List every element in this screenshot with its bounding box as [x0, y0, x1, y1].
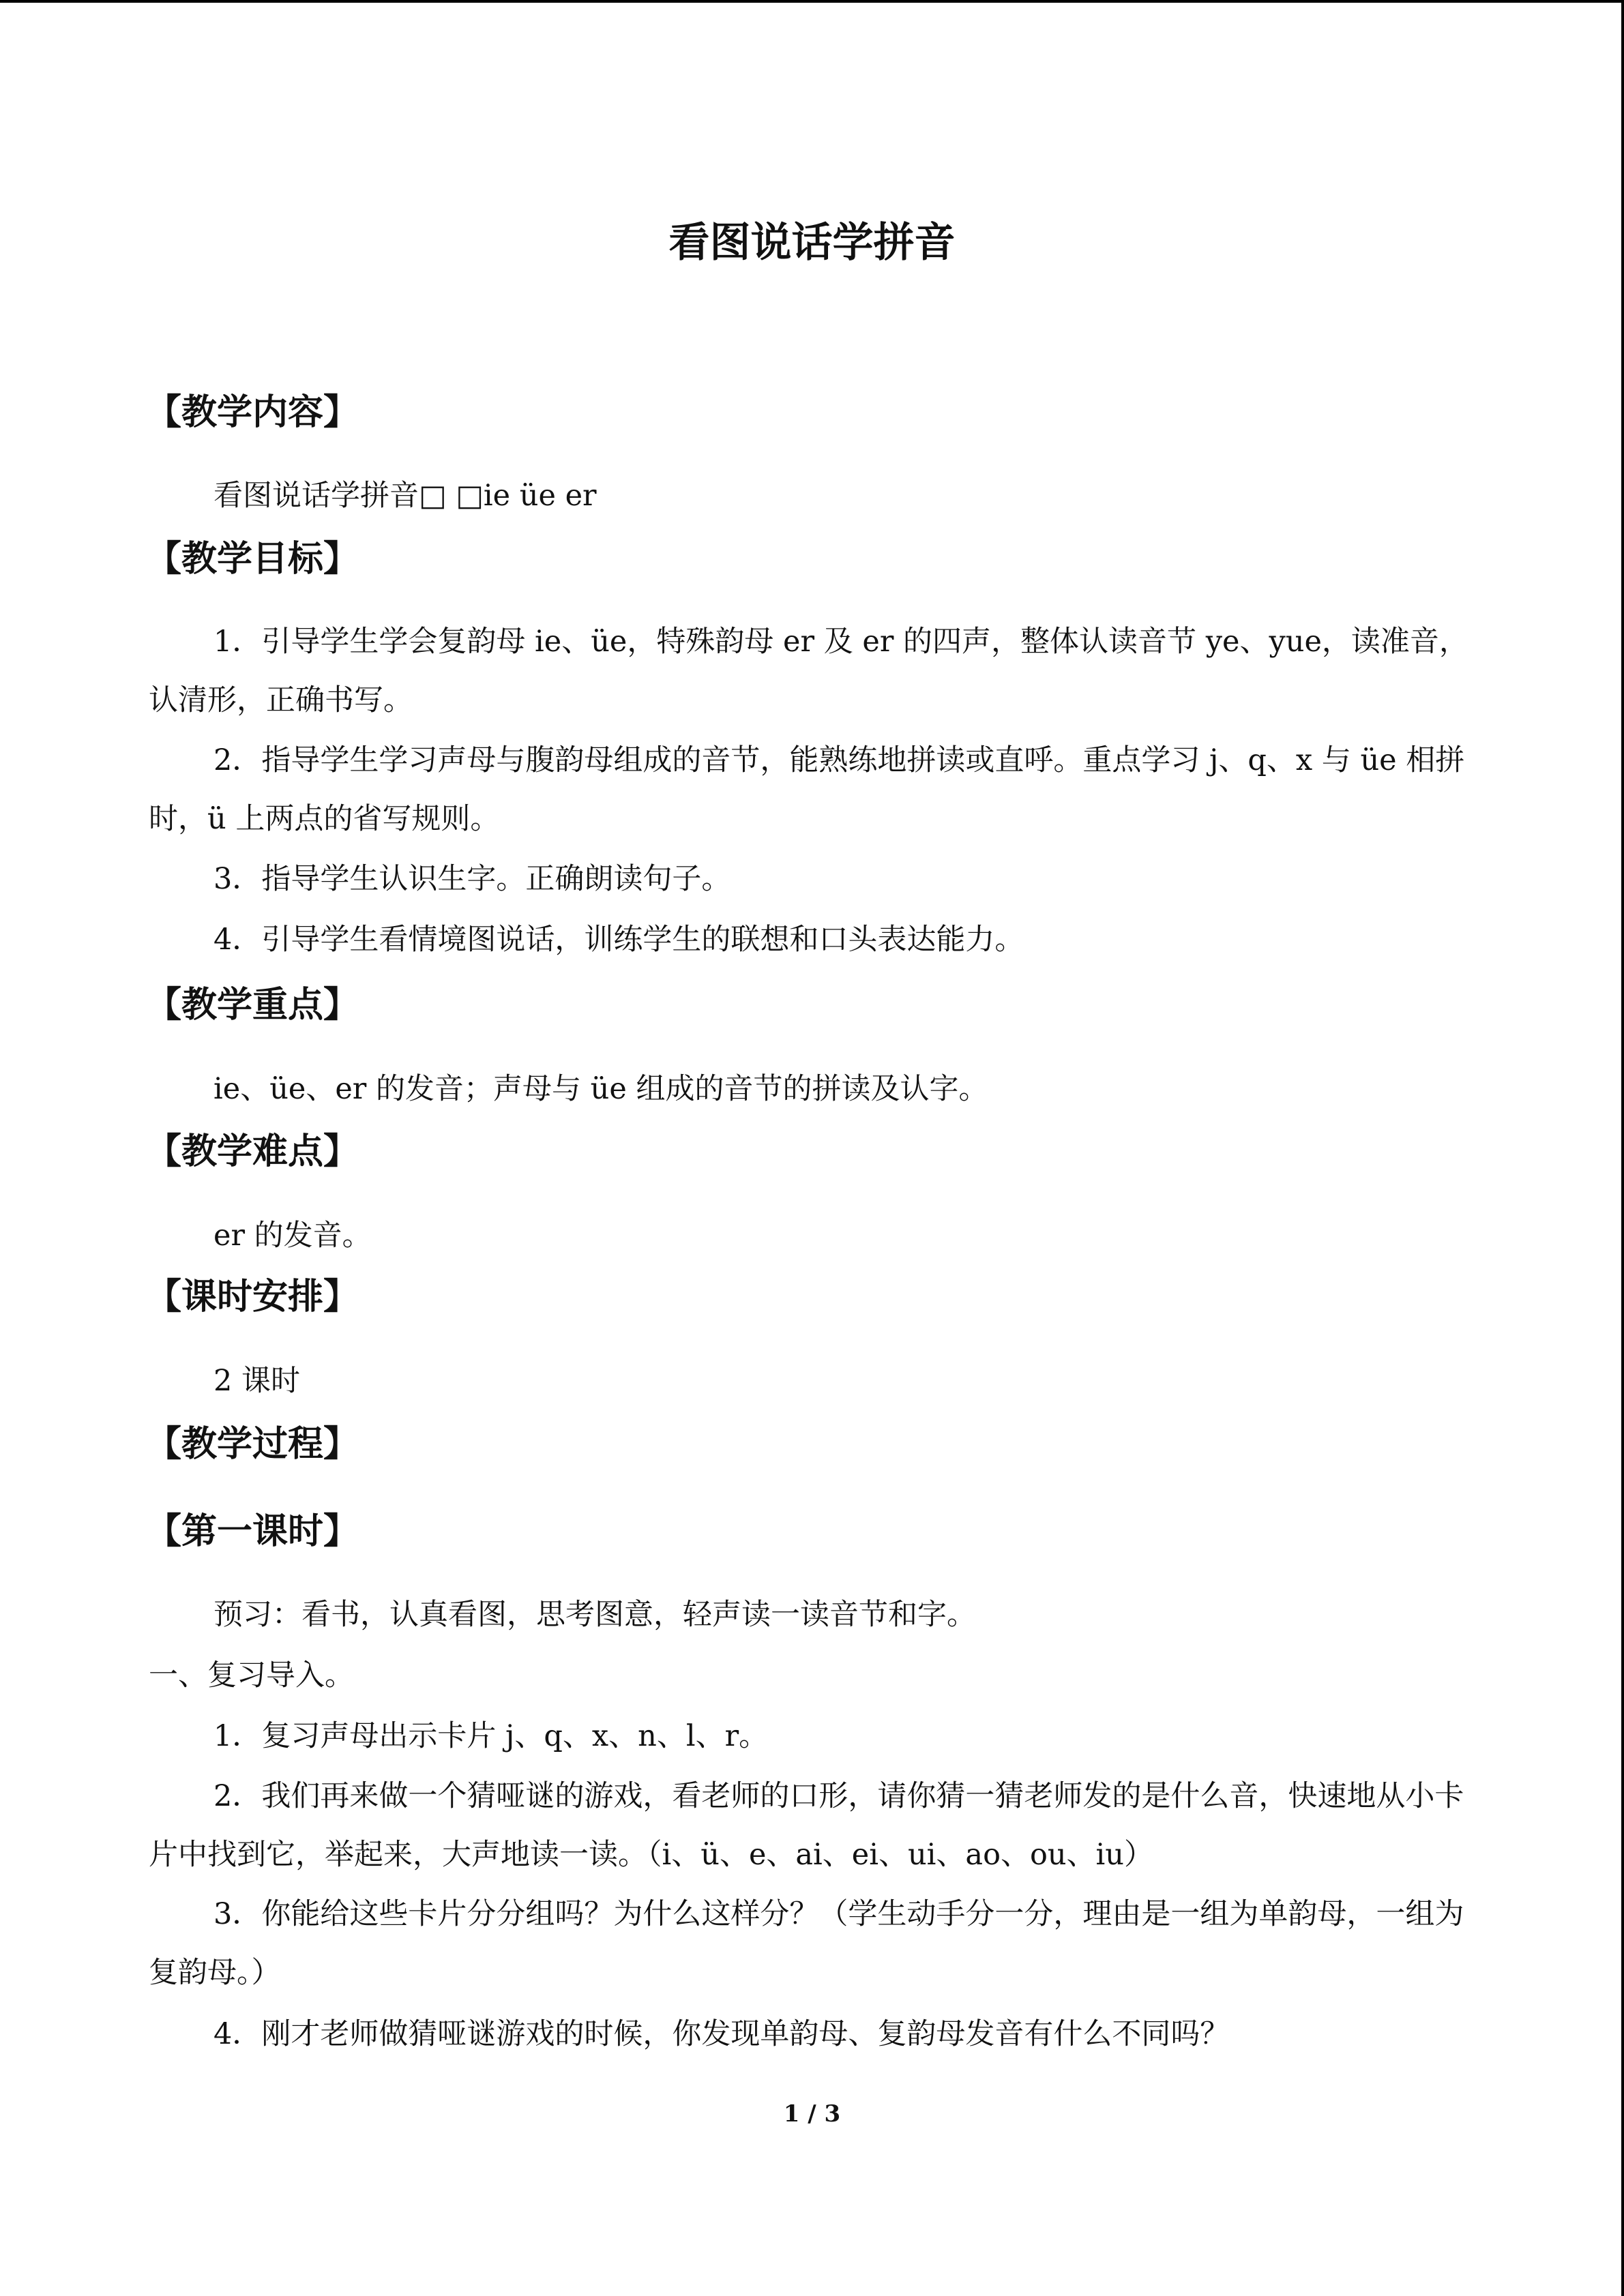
page-border-top — [0, 0, 1624, 3]
goal-item-1: 1．引导学生学会复韵母 ie、üe，特殊韵母 er 及 er 的四声，整体认读音节 ye、yue，读准音，认清形，正确书写。 — [149, 625, 1468, 717]
review-item-1: 1．复习声母出示卡片 j、q、x、n、l、r。 — [213, 1719, 769, 1753]
teaching-content-text: 看图说话学拼音□ □ie üe er — [213, 479, 597, 513]
page-title: 看图说话学拼音 — [668, 219, 956, 267]
heading-difficulty: 【教学难点】 — [146, 1131, 359, 1172]
page-border-right — [1621, 0, 1624, 2296]
heading-teaching-process: 【教学过程】 — [146, 1424, 359, 1465]
heading-key-points: 【教学重点】 — [146, 985, 359, 1026]
heading-first-lesson: 【第一课时】 — [146, 1511, 359, 1552]
heading-schedule: 【课时安排】 — [146, 1277, 359, 1317]
review-item-2: 2．我们再来做一个猜哑谜的游戏，看老师的口形，请你猜一猜老师发的是什么音，快速地从小卡片中找到它，举起来，大声地读一读。（i、ü、e、ai、ei、ui、ao、ou、iu） — [149, 1779, 1464, 1872]
heading-teaching-content: 【教学内容】 — [146, 392, 359, 433]
schedule-text: 2 课时 — [213, 1364, 301, 1398]
review-item-3: 3．你能给这些卡片分分组吗？为什么这样分？（学生动手分一分，理由是一组为单韵母，一组为复韵母。） — [149, 1897, 1464, 1990]
goal-item-4: 4．引导学生看情境图说话，训练学生的联想和口头表达能力。 — [213, 923, 1024, 957]
key-points-text: ie、üe、er 的发音；声母与 üe 组成的音节的拼读及认字。 — [213, 1072, 988, 1106]
goal-item-3: 3．指导学生认识生字。正确朗读句子。 — [213, 862, 731, 896]
page-number: 1 / 3 — [783, 2100, 841, 2128]
heading-teaching-goals: 【教学目标】 — [146, 539, 359, 580]
goal-item-2: 2．指导学生学习声母与腹韵母组成的音节，能熟练地拼读或直呼。重点学习 j、q、x 与 üe 相拼时，ü 上两点的省写规则。 — [149, 743, 1465, 836]
review-item-4: 4．刚才老师做猜哑谜游戏的时候，你发现单韵母、复韵母发音有什么不同吗？ — [213, 2017, 1230, 2051]
step-review-intro: 一、复习导入。 — [149, 1658, 354, 1693]
preview-text: 预习：看书，认真看图，思考图意，轻声读一读音节和字。 — [213, 1598, 976, 1632]
difficulty-text: er 的发音。 — [213, 1219, 372, 1253]
